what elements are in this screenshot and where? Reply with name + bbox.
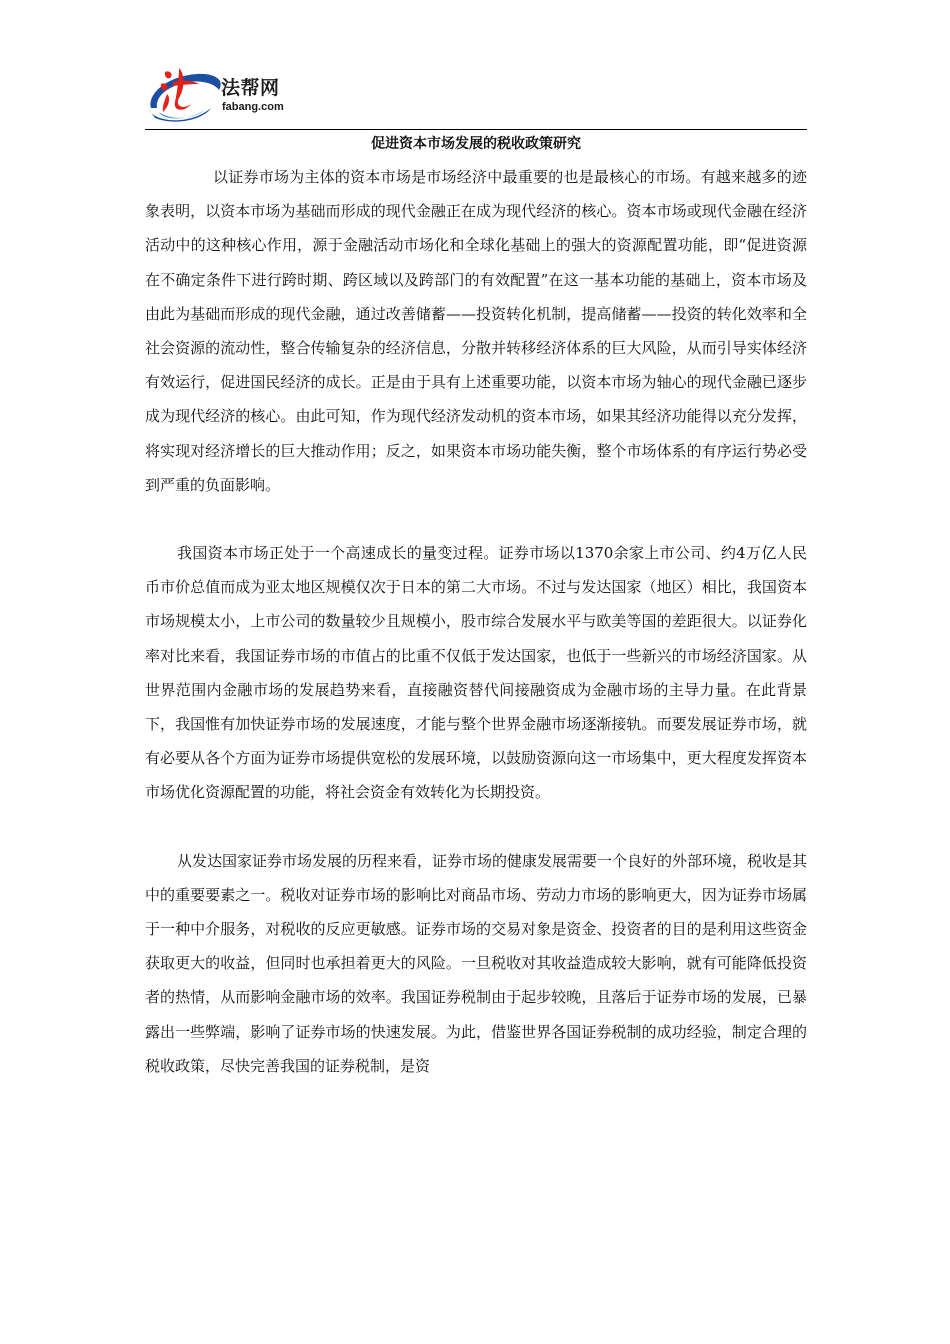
document-title: 促进资本市场发展的税收政策研究 xyxy=(371,136,581,152)
logo-domain: fabang.com xyxy=(222,101,284,113)
document-body xyxy=(145,160,807,1083)
logo-name: 法帮网 xyxy=(221,77,280,99)
header-divider xyxy=(145,129,807,130)
fabang-logo-icon xyxy=(145,64,227,126)
paragraph-3: 从发达国家证券市场发展的历程来看，证券市场的健康发展需要一个良好的外部环境，税收是其中的重要要素之一。税收对证券市场的影响比对商品市场、劳动力市场的影响更大，因为证券市场属于一种中介服务，对税收的反应更敏感。证券市场的交易对象是资金、投资者的目的是利用这些资金获取更大的收益，但同时也承担着更大的风险。一旦税收对其收益造成较大影响，就有可能降低投资者的热情，从而影响金融市场的效率。我国证券税制由于起步较晚，且落后于证券市场的发展，已暴露出一些弊端，影响了证券市场的快速发展。为此，借鉴世界各国证券税制的成功经验，制定合理的税收政策，尽快完善我国的证券税制，是资 xyxy=(145,851,808,1075)
paragraph-1: 以证券市场为主体的资本市场是市场经济中最重要的也是最核心的市场。有越来越多的迹象表明，以资本市场为基础而形成的现代金融正在成为现代经济的核心。资本市场或现代金融在经济活动中的这种核心作用，源于金融活动市场化和全球化基础上的强大的资源配置功能，即“促进资源在不确定条件下进行跨时期、跨区域以及跨部门的有效配置”在这一基本功能的基础上，资本市场及由此为基础而形成的现代金融，通过改善储蓄——投资转化机制，提高储蓄——投资的转化效率和全社会资源的流动性，整合传输复杂的经济信息，分散并转移经济体系的巨大风险，从而引导实体经济有效运行，促进国民经济的成长。正是由于具有上述重要功能，以资本市场为轴心的现代金融已逐步成为现代经济的核心。由此可知，作为现代经济发动机的资本市场，如果其经济功能得以充分发挥，将实现对经济增长的巨大推动作用；反之，如果资本市场功能失衡，整个市场体系的有序运行势必受到严重的负面影响。 xyxy=(145,168,807,494)
fabang-logo[interactable] xyxy=(145,64,315,126)
paragraph-2: 我国资本市场正处于一个高速成长的量变过程。证券市场以1370余家上市公司、约4万亿人民币市价总值而成为亚太地区规模仅次于日本的第二大市场。不过与发达国家（地区）相比，我国资本市场规模太小，上市公司的数量较少且规模小，股市综合发展水平与欧美等国的差距很大。以证券化率对比来看，我国证券市场的市值占的比重不仅低于发达国家，也低于一些新兴的市场经济国家。从世界范围内金融市场的发展趋势来看，直接融资替代间接融资成为金融市场的主导力量。在此背景下，我国惟有加快证券市场的发展速度，才能与整个世界金融市场逐渐接轨。而要发展证券市场，就有必要从各个方面为证券市场提供宽松的发展环境，以鼓励资源向这一市场集中，更大程度发挥资本市场优化资源配置的功能，将社会资金有效转化为长期投资。 xyxy=(145,544,807,802)
page-header xyxy=(145,64,807,128)
